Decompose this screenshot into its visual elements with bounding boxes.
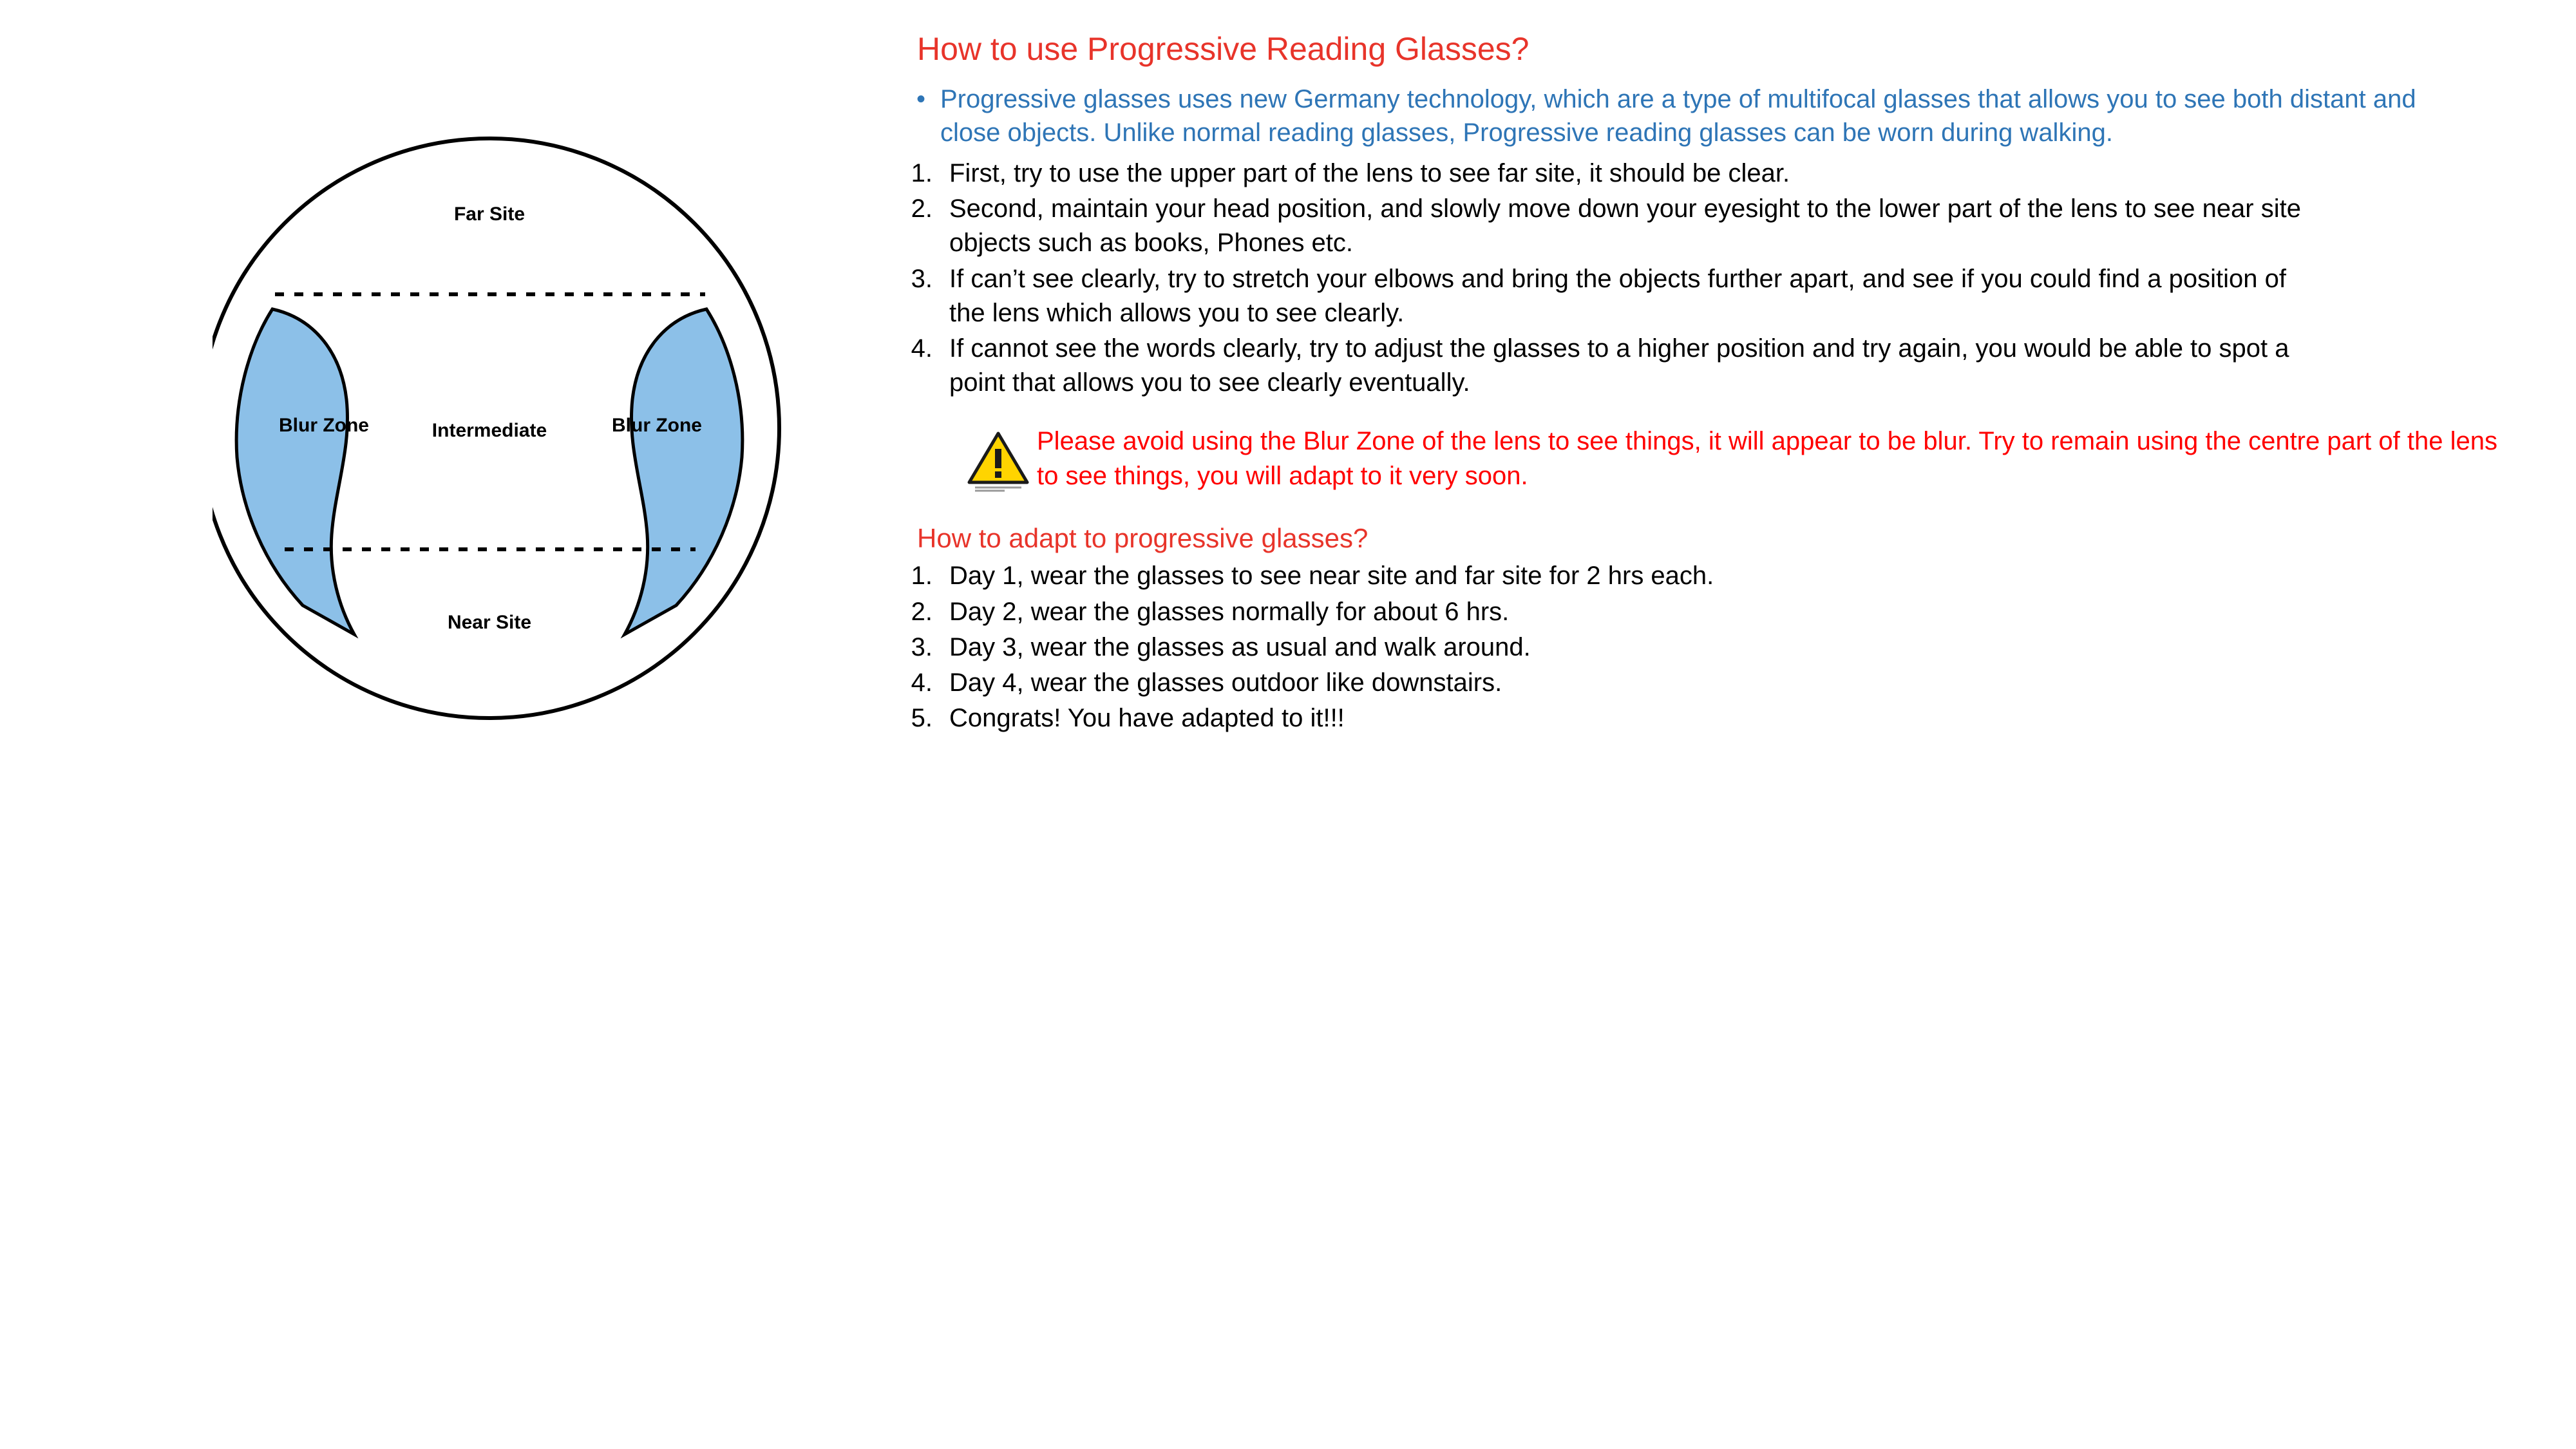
bullet-dot-icon: • [916,84,925,113]
list-item [902,595,2512,629]
step-number: 1. [911,159,933,188]
step-text: Day 4, wear the glasses outdoor like downstairs. [949,668,1502,697]
list-item [902,262,2512,330]
label-blur-zone-left: Blur Zone [279,415,369,436]
list-item [902,332,2512,400]
list-item [902,192,2512,260]
label-far-site: Far Site [453,204,526,225]
page-title: How to use Progressive Reading Glasses? [917,31,1530,67]
warning-triangle-icon [966,424,1037,496]
list-item [902,630,2512,665]
step-number: 4. [911,334,933,363]
label-blur-zone-right: Blur Zone [612,415,702,436]
label-intermediate: Intermediate [431,420,547,441]
intro-bullet-row [902,82,2512,151]
list-item [902,701,2512,735]
label-near-site: Near Site [447,612,532,633]
step-text: If can’t see clearly, try to stretch your elbows and bring the objects further apart, and see if you could find a position of the lens which allows you to see clearly. [949,264,2286,327]
step-number: 2. [911,194,933,223]
progressive-lens-diagram [213,97,831,760]
warning-text: Please avoid using the Blur Zone of the lens to see things, it will appear to be blur. Try to remain using the centre part of the lens to see things, you will adapt to it very soon. [1037,427,2497,490]
list-item [902,559,2512,593]
step-text: If cannot see the words clearly, try to adjust the glasses to a higher position and try again, you would be able to spot a point that allows you to see clearly eventually. [949,334,2289,397]
step-number: 3. [911,264,933,293]
step-text: Congrats! You have adapted to it!!! [949,704,1345,733]
instructions-column [902,31,2512,737]
list-item [902,156,2512,191]
step-text: Day 3, wear the glasses as usual and walk around. [949,632,1531,661]
adapt-steps-list [902,559,2512,735]
list-item [902,666,2512,700]
intro-bullet-text: Progressive glasses uses new Germany technology, which are a type of multifocal glasses that allows you to see both distant and close objects. Unlike normal reading glasses, Progressive reading glasses can be worn during walking. [940,84,2416,147]
step-number: 3. [911,632,933,661]
adapt-section-title: How to adapt to progressive glasses? [917,523,1368,554]
step-number: 2. [911,597,933,626]
step-number: 5. [911,704,933,733]
lens-svg [213,97,831,760]
step-number: 1. [911,562,933,591]
step-text: Second, maintain your head position, and slowly move down your eyesight to the lower part of the lens to see near site objects such as books, Phones etc. [949,194,2301,258]
usage-steps-list [902,156,2512,400]
step-text: Day 1, wear the glasses to see near site and far site for 2 hrs each. [949,562,1714,591]
step-text: First, try to use the upper part of the lens to see far site, it should be clear. [949,159,1790,188]
step-text: Day 2, wear the glasses normally for about 6 hrs. [949,597,1510,626]
warning-block [966,424,2512,496]
step-number: 4. [911,668,933,697]
